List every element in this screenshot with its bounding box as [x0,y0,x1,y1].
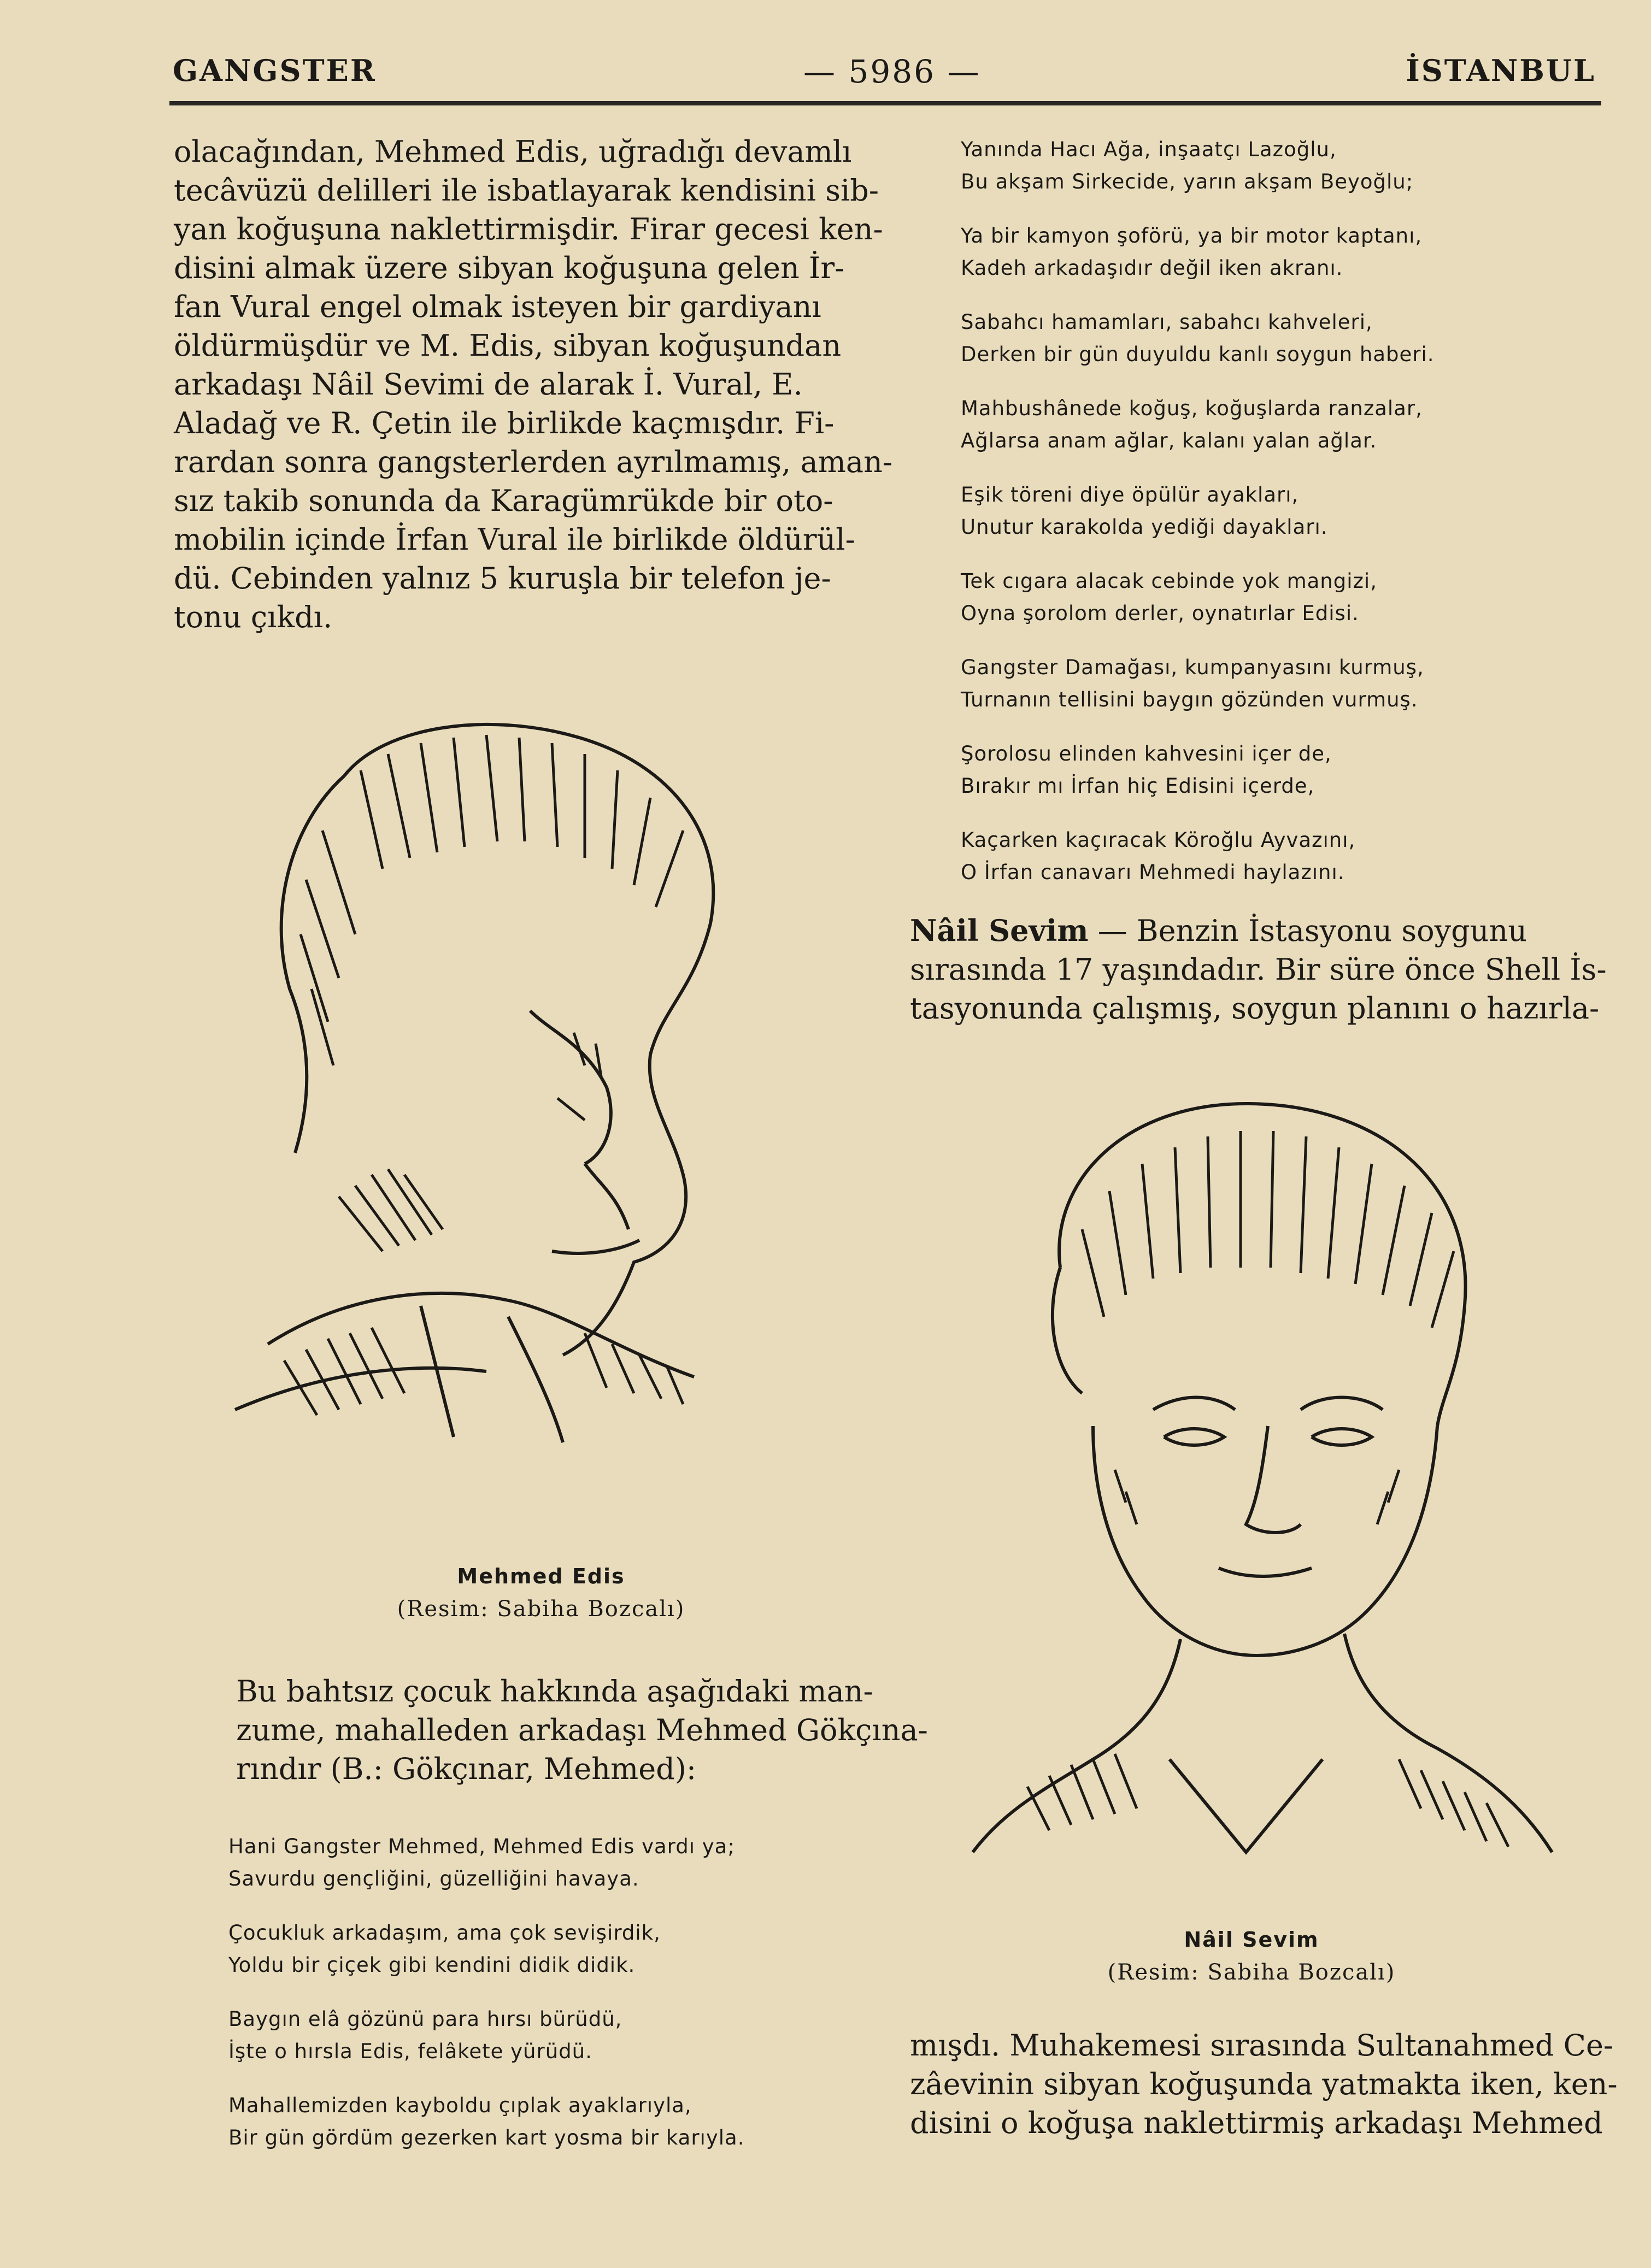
poem-line: Yoldu bir çiçek gibi kendini didik didik. [228,1953,636,1977]
text-line: tecâvüzü delilleri ile isbatlayarak kendisini sib- [174,173,879,208]
poem-line: Eşik töreni diye öpülür ayakları, [961,483,1299,506]
text-line: Bu bahtsız çocuk hakkında aşağıdaki man- [236,1674,873,1709]
poem-stanza [961,565,1600,629]
poem-line: Baygın elâ gözünü para hırsı bürüdü, [228,2007,622,2031]
text-line: tonu çıkdı. [174,600,333,634]
text-line: arkadaşı Nâil Sevimi de alarak İ. Vural, E. [174,367,803,402]
text-line: sırasında 17 yaşındadır. Bir süre önce Shell İs- [910,952,1607,987]
nail-sevim-portrait [962,1087,1563,1863]
poem-line: Turnanın tellisini baygın gözünden vurmuş. [961,688,1418,711]
poem-line: Gangster Damağası, kumpanyasını kurmuş, [961,656,1424,679]
edis-caption-name: Mehmed Edis [457,1564,625,1588]
text-line: mobilin içinde İrfan Vural ile birlikde öldürül- [174,522,855,557]
poem-stanza [961,133,1600,198]
poem-line: Tek cıgara alacak cebinde yok mangizi, [961,569,1377,593]
sevim-entry [910,911,1607,1028]
right-column-continuation [910,2026,1618,2142]
poem-line: Yanında Hacı Ağa, inşaatçı Lazoğlu, [961,138,1337,161]
poem-line: O İrfan canavarı Mehmedi haylazını. [961,861,1345,884]
poem-line: Ağlarsa anam ağlar, kalanı yalan ağlar. [961,429,1377,452]
poem-line: Hani Gangster Mehmed, Mehmed Edis vardı ya; [228,1835,735,1858]
text-line: rardan sonra gangsterlerden ayrılmamış, aman- [174,445,893,479]
poem-line: Çocukluk arkadaşım, ama çok sevişirdik, [228,1921,661,1945]
poem-line: Sabahcı hamamları, sabahcı kahveleri, [961,310,1373,334]
edis-caption [306,1560,776,1625]
poem-stanza [228,1830,862,1895]
edis-caption-credit: (Resim: Sabiha Bozcalı) [397,1597,685,1622]
entry-headword: Nâil Sevim [910,913,1089,948]
poem-line: Kaçarken kaçıracak Köroğlu Ayvazını, [961,828,1356,852]
text-line: sız takib sonunda da Karagümrükde bir oto- [174,484,833,518]
header-section-title: GANGSTER [173,53,377,88]
poem-intro-paragraph [236,1672,928,1788]
text-line: dü. Cebinden yalnız 5 kuruşla bir telefon je- [174,561,831,596]
text-line: disini almak üzere sibyan koğuşuna gelen İr- [174,251,845,285]
poem-stanza [228,2003,862,2067]
text-fragment: — Benzin İstasyonu soygunu [1088,914,1527,948]
sevim-caption-name: Nâil Sevim [1184,1928,1319,1952]
right-poem [961,133,1600,910]
poem-line: Ya bir kamyon şoförü, ya bir motor kaptanı, [961,224,1423,248]
text-line: olacağından, Mehmed Edis, uğradığı devamlı [174,134,852,169]
poem-stanza [961,738,1600,802]
poem-line: Savurdu gençliğini, güzelliğini havaya. [228,1867,639,1890]
entry-first-line [910,911,1604,950]
text-line: zâevinin sibyan koğuşunda yatmakta iken, ken- [910,2067,1618,2101]
poem-line: İşte o hırsla Edis, felâkete yürüdü. [228,2040,592,2063]
poem-line: Derken bir gün duyuldu kanlı soygun haberi. [961,343,1435,366]
poem-stanza [961,392,1600,457]
poem-line: Mahallemizden kayboldu çıplak ayaklarıyla, [228,2094,692,2117]
poem-stanza [961,824,1600,888]
poem-line: Unutur karakolda yediği dayakları. [961,515,1328,539]
sevim-caption-credit: (Resim: Sabiha Bozcalı) [1107,1960,1396,1985]
sevim-caption [1017,1923,1487,1989]
text-line: fan Vural engel olmak isteyen bir gardiyanı [174,290,821,324]
poem-stanza [961,220,1600,284]
poem-stanza [228,1917,862,1981]
text-line: mışdı. Muhakemesi sırasında Sultanahmed Ce- [910,2028,1614,2063]
poem-stanza [961,479,1600,543]
left-poem [228,1830,862,2176]
mehmed-edis-portrait [202,705,792,1448]
poem-line: Bırakır mı İrfan hiç Edisini içerde, [961,774,1315,798]
text-line: öldürmüşdür ve M. Edis, sibyan koğuşundan [174,328,842,363]
text-line: Aladağ ve R. Çetin ile birlikde kaçmışdır. Fi- [174,406,835,440]
poem-stanza [228,2089,862,2154]
poem-stanza [961,651,1600,716]
poem-stanza [961,306,1600,370]
left-intro-paragraph [174,132,893,637]
poem-line: Şorolosu elinden kahvesini içer de, [961,742,1332,765]
poem-line: Mahbushânede koğuş, koğuşlarda ranzalar, [961,397,1423,420]
text-line: disini o koğuşa naklettirmiş arkadaşı Mehmed [910,2106,1603,2140]
page-number: — 5986 — [803,53,981,90]
poem-line: Bir gün gördüm gezerken kart yosma bir karıyla. [228,2126,745,2149]
text-line: tasyonunda çalışmış, soygun planını o hazırla- [910,991,1600,1026]
text-line: yan koğuşuna naklettirmişdir. Firar gecesi ken- [174,212,883,246]
text-line: zume, mahalleden arkadaşı Mehmed Gökçına- [236,1713,928,1747]
text-line: rındır (B.: Gökçınar, Mehmed): [236,1752,697,1786]
poem-line: Oyna şorolom derler, oynatırlar Edisi. [961,602,1359,625]
header-publication-title: İSTANBUL [1406,53,1596,88]
page-header [169,46,1601,105]
poem-line: Bu akşam Sirkecide, yarın akşam Beyoğlu; [961,170,1414,193]
poem-line: Kadeh arkadaşıdır değil iken akranı. [961,256,1343,280]
